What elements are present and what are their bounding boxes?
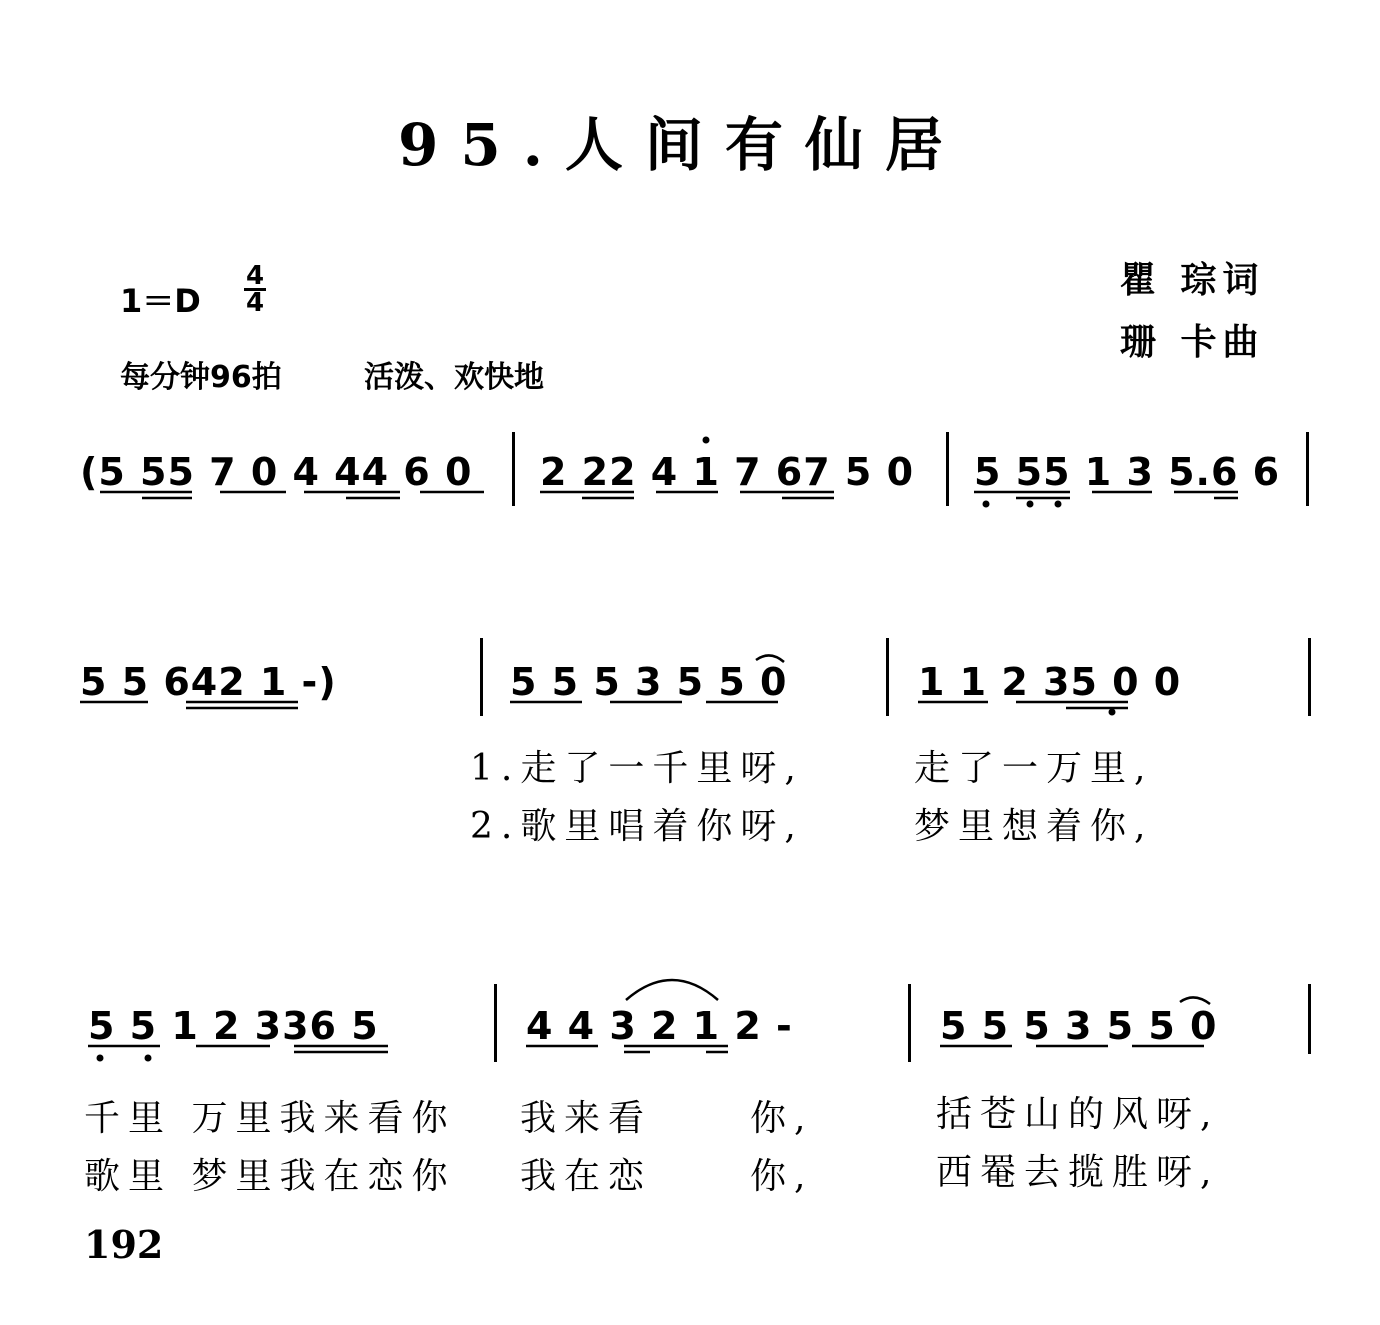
tempo-marking: 每分钟96拍 <box>120 360 282 395</box>
lyricist-credit: 瞿 琮词 <box>1120 260 1265 301</box>
lyric-verse1-line3-c: 你, <box>750 1098 814 1139</box>
lyric-verse2-phrase-b: 梦里想着你, <box>914 806 1154 847</box>
measure-1-2: 2 22 4 1 7 67 5 0 <box>540 450 915 494</box>
lyric-verse1-line3-a: 千里 万里我来看你 <box>84 1098 456 1139</box>
lyric-verse1-line3-b: 我来看 <box>520 1098 653 1139</box>
measure-2-1: 5 5 642 1 -) <box>80 660 337 704</box>
octave-dots <box>97 437 1116 1062</box>
time-signature-top: 4 <box>245 261 265 291</box>
page-number: 192 <box>84 1222 164 1267</box>
time-signature-bottom: 4 <box>245 288 265 318</box>
lyric-verse2-line3-a: 歌里 梦里我在恋你 <box>84 1156 456 1197</box>
beam-lines <box>80 492 1238 1052</box>
lyric-verse2-line3-c: 你, <box>750 1156 814 1197</box>
lyric-verse1-phrase-a: 1.走了一千里呀, <box>470 748 804 789</box>
measure-1-3: 5 55 1 3 5.6 6 <box>974 450 1281 494</box>
expression-marking: 活泼、欢快地 <box>364 360 544 395</box>
song-title: 95.人间有仙居 <box>398 111 965 179</box>
measure-2-3: 1 1 2 35 0 0 <box>918 660 1182 704</box>
lyric-verse1-phrase-b: 走了一万里, <box>914 748 1154 789</box>
measure-2-2: 5 5 5 3 5 5 0 <box>510 660 788 704</box>
measure-1-1: (5 55 7 0 4 44 6 0 <box>80 450 473 494</box>
key-signature: 1＝D <box>120 282 201 320</box>
lyric-verse2-line3-b: 我在恋 <box>520 1156 653 1197</box>
lyric-verse2-line3-d: 西罨去揽胜呀, <box>936 1152 1220 1193</box>
measure-3-2: 4 4 3 2 1 2 - <box>526 1004 793 1048</box>
measure-3-1: 5 5 1 2 336 5 <box>88 1004 379 1048</box>
lyric-verse2-phrase-a: 2.歌里唱着你呀, <box>470 806 804 847</box>
measure-3-3: 5 5 5 3 5 5 0 <box>940 1004 1218 1048</box>
composer-credit: 珊 卡曲 <box>1120 322 1265 363</box>
lyric-verse1-line3-d: 括苍山的风呀, <box>936 1094 1220 1135</box>
